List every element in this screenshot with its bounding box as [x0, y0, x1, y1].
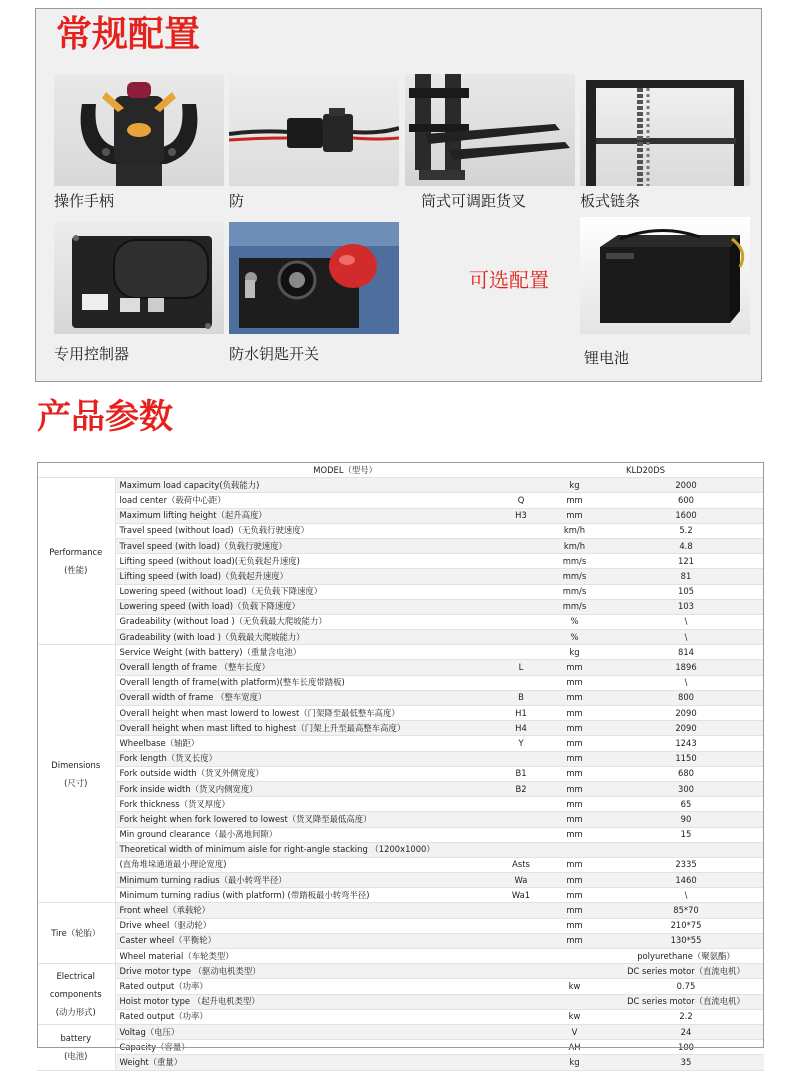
model-label: MODEL（型号）: [115, 463, 501, 478]
spec-value: polyurethane（聚氨酯）: [608, 949, 764, 964]
spec-row: [37, 1009, 764, 1024]
spec-param: Lifting speed (with load)（负载起升速度）: [115, 569, 501, 584]
spec-value: \: [608, 630, 764, 645]
spec-group-name-sub: components: [49, 989, 102, 1000]
spec-symbol: H4: [501, 721, 541, 736]
spec-unit: mm: [541, 736, 608, 751]
spec-row: [37, 1040, 764, 1055]
spec-value: 800: [608, 690, 764, 705]
spec-row: [37, 812, 764, 827]
spec-param: Capacity（容量）: [115, 1040, 501, 1055]
spec-row: [37, 508, 764, 523]
spec-group-name-sub: (动力形式): [55, 1007, 96, 1018]
spec-unit: mm: [541, 508, 608, 523]
handle-photo: [54, 74, 224, 186]
spec-unit: mm/s: [541, 599, 608, 614]
spec-row: [37, 614, 764, 629]
spec-param: Drive wheel（驱动轮）: [115, 918, 501, 933]
spec-param: load center（载荷中心距）: [115, 493, 501, 508]
spec-row: [37, 933, 764, 948]
spec-group-label: [37, 478, 115, 645]
spec-param: Gradeability (without load )（无负载最大爬坡能力）: [115, 614, 501, 629]
spec-symbol: Wa1: [501, 888, 541, 903]
spec-group-name: Tire（轮胎）: [51, 928, 101, 939]
spec-row: [37, 478, 764, 493]
caption-chain: 板式链条: [580, 192, 641, 210]
spec-param: Hoist motor type （起升电机类型）: [115, 994, 501, 1009]
key-switch-photo: [229, 222, 399, 334]
spec-symbol: [501, 797, 541, 812]
spec-symbol: B: [501, 690, 541, 705]
spec-symbol: [501, 538, 541, 553]
spec-row: [37, 964, 764, 979]
spec-symbol: [501, 964, 541, 979]
spec-unit: mm: [541, 721, 608, 736]
spec-row: [37, 493, 764, 508]
spec-group-name: Dimensions: [51, 759, 101, 770]
spec-param: Theoretical width of minimum aisle for right-angle stacking （1200x1000）: [115, 842, 501, 857]
spec-unit: kw: [541, 1009, 608, 1024]
spec-value: 814: [608, 645, 764, 660]
spec-param: Overall length of frame （整车长度）: [115, 660, 501, 675]
spec-param: Overall height when mast lifted to highest（门架上升至最高整车高度）: [115, 721, 501, 736]
spec-value: 85*70: [608, 903, 764, 918]
spec-value: 130*55: [608, 933, 764, 948]
spec-value: \: [608, 675, 764, 690]
optional-config-label: 可选配置: [469, 268, 549, 292]
spec-param: Fork inside width（货叉内侧宽度）: [115, 781, 501, 796]
spec-row: [37, 630, 764, 645]
spec-unit: mm: [541, 493, 608, 508]
spec-param: Front wheel（承载轮）: [115, 903, 501, 918]
spec-row: [37, 554, 764, 569]
spec-unit: V: [541, 1024, 608, 1039]
spec-unit: km/h: [541, 523, 608, 538]
spec-row: [37, 842, 764, 857]
spec-value: 1150: [608, 751, 764, 766]
spec-param: Lowering speed (with load)（负载下降速度）: [115, 599, 501, 614]
spec-unit: mm: [541, 690, 608, 705]
spec-value: 15: [608, 827, 764, 842]
spec-param: Lowering speed (without load)（无负载下降速度）: [115, 584, 501, 599]
standard-config-title: 常规配置: [56, 14, 201, 55]
spec-symbol: [501, 1040, 541, 1055]
spec-param: Wheelbase（轴距）: [115, 736, 501, 751]
spec-row: [37, 994, 764, 1009]
spec-row: [37, 1055, 764, 1070]
spec-value: 65: [608, 797, 764, 812]
spec-param: Maximum lifting height（起升高度）: [115, 508, 501, 523]
spec-symbol: H1: [501, 706, 541, 721]
spec-symbol: [501, 827, 541, 842]
spec-unit: [541, 964, 608, 979]
spec-param: Fork height when fork lowered to lowest（货叉降至最低高度）: [115, 812, 501, 827]
spec-unit: %: [541, 630, 608, 645]
spec-row: [37, 827, 764, 842]
spec-header-row: [37, 463, 764, 478]
spec-value: 300: [608, 781, 764, 796]
spec-unit: mm: [541, 797, 608, 812]
spec-value: \: [608, 614, 764, 629]
caption-lithium-battery: 锂电池: [584, 349, 630, 367]
spec-value: 90: [608, 812, 764, 827]
spec-unit: [541, 842, 608, 857]
spec-symbol: [501, 933, 541, 948]
spec-value: 600: [608, 493, 764, 508]
spec-row: [37, 797, 764, 812]
spec-value: DC series motor（直流电机）: [608, 964, 764, 979]
spec-value: \: [608, 888, 764, 903]
spec-row: [37, 645, 764, 660]
spec-unit: mm: [541, 812, 608, 827]
spec-row: [37, 721, 764, 736]
spec-value: 210*75: [608, 918, 764, 933]
spec-value: 121: [608, 554, 764, 569]
spec-symbol: [501, 842, 541, 857]
spec-row: [37, 781, 764, 796]
spec-unit: %: [541, 614, 608, 629]
spec-symbol: [501, 675, 541, 690]
spec-unit: mm: [541, 857, 608, 872]
spec-value: 100: [608, 1040, 764, 1055]
spec-symbol: [501, 1024, 541, 1039]
spec-value: 1460: [608, 873, 764, 888]
spec-row: [37, 766, 764, 781]
spec-unit: mm: [541, 933, 608, 948]
spec-row: [37, 751, 764, 766]
spec-value: 2090: [608, 721, 764, 736]
spec-value: 2090: [608, 706, 764, 721]
spec-symbol: [501, 949, 541, 964]
spec-param: Wheel material（车轮类型）: [115, 949, 501, 964]
spec-symbol: [501, 478, 541, 493]
spec-param: Overall length of frame(with platform)(整车长度带踏板): [115, 675, 501, 690]
model-value: KLD20DS: [608, 463, 764, 478]
spec-param: Fork length（货叉长度）: [115, 751, 501, 766]
product-params-title: 产品参数: [37, 397, 173, 437]
caption-handle: 操作手柄: [54, 192, 115, 210]
spec-unit: mm: [541, 751, 608, 766]
spec-symbol: [501, 599, 541, 614]
spec-symbol: B1: [501, 766, 541, 781]
spec-group-label: [37, 645, 115, 903]
spec-value: 5.2: [608, 523, 764, 538]
spec-unit: mm: [541, 675, 608, 690]
spec-unit: km/h: [541, 538, 608, 553]
spec-row: [37, 918, 764, 933]
spec-group-name: Performance: [49, 547, 103, 558]
spec-unit: mm: [541, 781, 608, 796]
spec-value: 1243: [608, 736, 764, 751]
connector-photo: [229, 74, 399, 186]
spec-value: 1600: [608, 508, 764, 523]
spec-value: 81: [608, 569, 764, 584]
spec-value: 105: [608, 584, 764, 599]
spec-row: [37, 736, 764, 751]
spec-unit: mm: [541, 706, 608, 721]
spec-symbol: [501, 979, 541, 994]
spec-group-label: [37, 1024, 115, 1070]
spec-symbol: Y: [501, 736, 541, 751]
spec-symbol: [501, 554, 541, 569]
spec-row: [37, 599, 764, 614]
spec-unit: mm: [541, 766, 608, 781]
spec-param: Minimum turning radius (with platform) (带踏板最小转弯半径): [115, 888, 501, 903]
caption-key-switch: 防水钥匙开关: [229, 345, 320, 363]
spec-param: Travel speed (with load)（负载行驶速度）: [115, 538, 501, 553]
spec-row: [37, 569, 764, 584]
lithium-battery-photo: [580, 217, 750, 334]
spec-param: Gradeability (with load )（负载最大爬坡能力）: [115, 630, 501, 645]
spec-symbol: [501, 630, 541, 645]
spec-row: [37, 873, 764, 888]
spec-row: [37, 903, 764, 918]
spec-symbol: [501, 1009, 541, 1024]
spec-value: 2.2: [608, 1009, 764, 1024]
spec-unit: [541, 949, 608, 964]
spec-value: 35: [608, 1055, 764, 1070]
spec-unit: AH: [541, 1040, 608, 1055]
spec-value: 24: [608, 1024, 764, 1039]
spec-param: Lifting speed (without load)(无负载起升速度): [115, 554, 501, 569]
spec-row: [37, 675, 764, 690]
fork-photo: [405, 74, 575, 186]
spec-unit: mm: [541, 873, 608, 888]
spec-symbol: H3: [501, 508, 541, 523]
spec-group-name-sub: (尺寸): [64, 777, 88, 788]
caption-connector: 防: [229, 192, 245, 210]
spec-symbol: [501, 994, 541, 1009]
spec-param: Min ground clearance（最小离地间隙）: [115, 827, 501, 842]
spec-unit: mm: [541, 903, 608, 918]
spec-param: Fork thickness（货叉厚度）: [115, 797, 501, 812]
spec-value: DC series motor（直流电机）: [608, 994, 764, 1009]
spec-param: Minimum turning radius（最小转弯半径）: [115, 873, 501, 888]
spec-value: [608, 842, 764, 857]
chain-photo: [580, 74, 750, 186]
spec-unit: mm/s: [541, 584, 608, 599]
spec-param: Caster wheel（平衡轮）: [115, 933, 501, 948]
spec-group-name: battery: [60, 1033, 92, 1044]
spec-unit: mm: [541, 888, 608, 903]
spec-value: 4.8: [608, 538, 764, 553]
spec-unit: mm/s: [541, 554, 608, 569]
spec-row: [37, 690, 764, 705]
spec-param: Drive motor type （驱动电机类型）: [115, 964, 501, 979]
spec-param: Service Weight (with battery)（重量含电池）: [115, 645, 501, 660]
spec-param: Rated output（功率）: [115, 1009, 501, 1024]
spec-row: [37, 538, 764, 553]
spec-param: Rated output（功率）: [115, 979, 501, 994]
spec-row: [37, 523, 764, 538]
spec-value: 2335: [608, 857, 764, 872]
spec-unit: [541, 994, 608, 1009]
spec-group-label: [37, 903, 115, 964]
spec-symbol: [501, 523, 541, 538]
spec-group-name-sub: (电池): [64, 1051, 88, 1062]
spec-row: [37, 660, 764, 675]
spec-param: Overall width of frame （整车宽度）: [115, 690, 501, 705]
spec-param: Maximum load capacity(负载能力): [115, 478, 501, 493]
spec-row: [37, 888, 764, 903]
caption-fork: 筒式可调距货叉: [421, 192, 527, 210]
spec-symbol: Q: [501, 493, 541, 508]
spec-param: Fork outside width（货叉外侧宽度）: [115, 766, 501, 781]
spec-unit: mm: [541, 827, 608, 842]
spec-symbol: Asts: [501, 857, 541, 872]
spec-group-name-sub: (性能): [64, 565, 88, 576]
spec-unit: mm: [541, 918, 608, 933]
spec-table: [37, 462, 764, 1071]
caption-controller: 专用控制器: [54, 345, 130, 363]
spec-row: [37, 706, 764, 721]
spec-symbol: Wa: [501, 873, 541, 888]
spec-value: 103: [608, 599, 764, 614]
spec-value: 680: [608, 766, 764, 781]
spec-value: 2000: [608, 478, 764, 493]
spec-unit: kg: [541, 1055, 608, 1070]
spec-symbol: [501, 918, 541, 933]
spec-unit: kw: [541, 979, 608, 994]
spec-unit: kg: [541, 478, 608, 493]
spec-unit: kg: [541, 645, 608, 660]
spec-param: Weight（重量）: [115, 1055, 501, 1070]
spec-group-name: Electrical: [56, 971, 95, 982]
spec-param: Voltag（电压）: [115, 1024, 501, 1039]
spec-symbol: [501, 1055, 541, 1070]
spec-symbol: B2: [501, 781, 541, 796]
spec-unit: mm: [541, 660, 608, 675]
spec-value: 1896: [608, 660, 764, 675]
spec-param: Travel speed (without load)（无负载行驶速度）: [115, 523, 501, 538]
spec-row: [37, 1024, 764, 1039]
spec-row: [37, 584, 764, 599]
spec-symbol: [501, 584, 541, 599]
spec-group-label: [37, 964, 115, 1025]
controller-photo: [54, 222, 224, 334]
spec-param: (直角堆垛通道最小理论宽度): [115, 857, 501, 872]
spec-symbol: [501, 614, 541, 629]
spec-row: [37, 949, 764, 964]
spec-symbol: [501, 569, 541, 584]
spec-row: [37, 857, 764, 872]
spec-row: [37, 979, 764, 994]
spec-symbol: [501, 903, 541, 918]
spec-symbol: L: [501, 660, 541, 675]
spec-value: 0.75: [608, 979, 764, 994]
spec-symbol: [501, 812, 541, 827]
spec-param: Overall height when mast lowerd to lowest（门架降至最低整车高度）: [115, 706, 501, 721]
spec-unit: mm/s: [541, 569, 608, 584]
spec-symbol: [501, 645, 541, 660]
spec-symbol: [501, 751, 541, 766]
